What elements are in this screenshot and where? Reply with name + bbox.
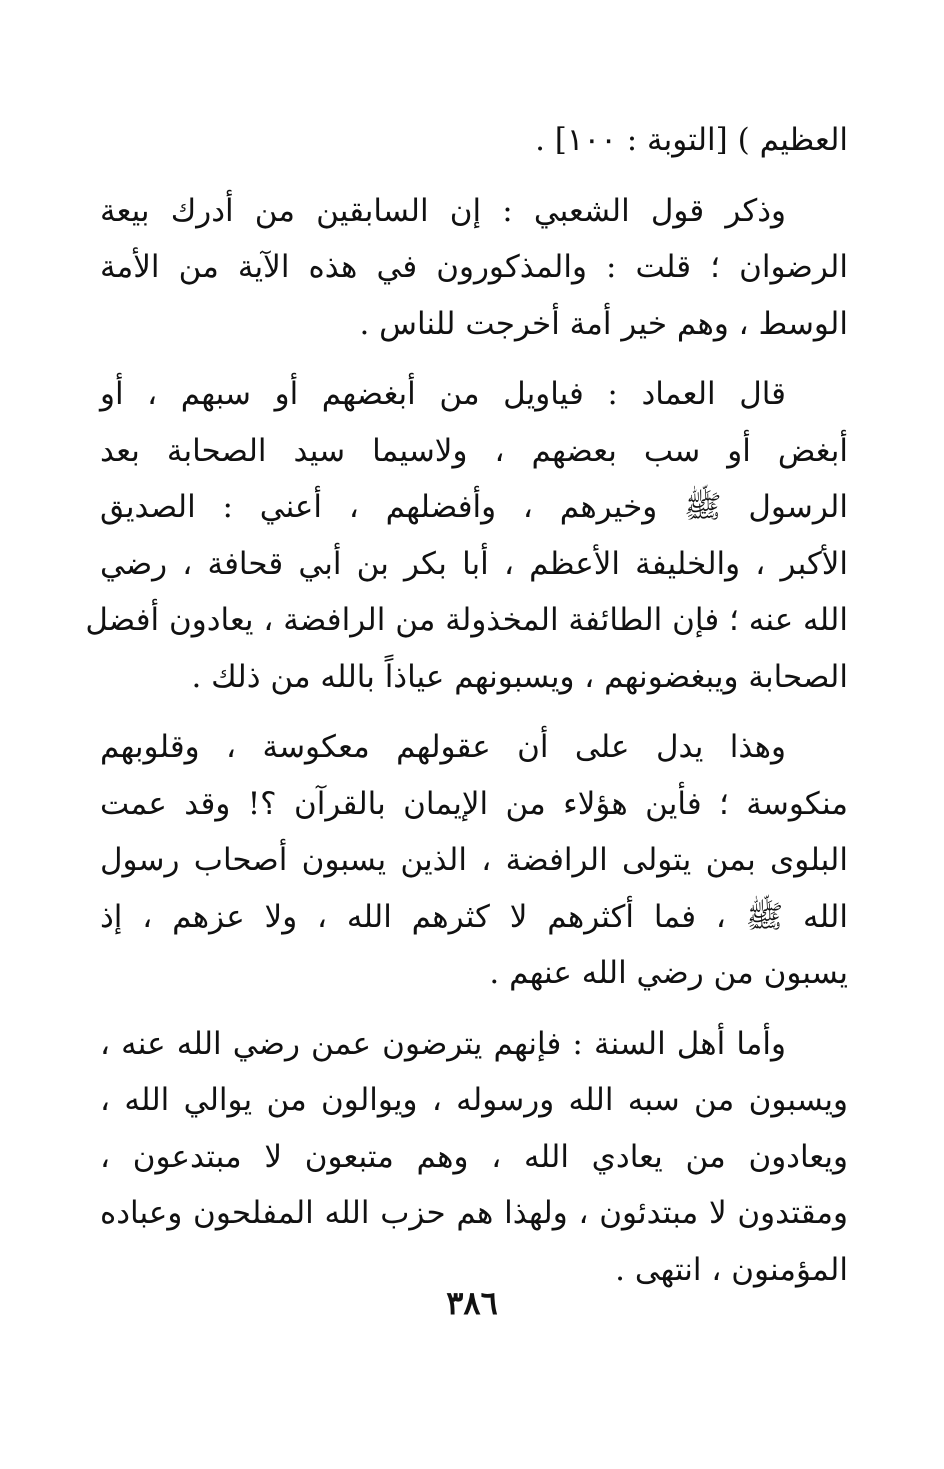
text-line: ويعادون من يعادي الله ، وهم متبعون لا مبتدعون ، — [100, 1138, 848, 1175]
paragraph-imad — [85, 366, 848, 705]
text-line: منكوسة ؛ فأين هؤلاء من الإيمان بالقرآن ؟! وقد عمت — [100, 785, 848, 822]
page-body — [85, 112, 848, 1312]
text-line: يسبون من رضي الله عنهم . — [489, 955, 848, 991]
paragraph-shabi — [100, 183, 848, 353]
text-line: ومقتدون لا مبتدئون ، ولهذا هم حزب الله المفلحون وعباده — [100, 1195, 848, 1231]
text-line: وذكر قول الشعبي : إن السابقين من أدرك بيعة — [100, 192, 786, 229]
text-line: الله ﷺ ، فما أكثرهم لا كثرهم الله ، ولا عزهم ، إذ — [100, 898, 848, 935]
text-line: الرضوان ؛ قلت : والمذكورون في هذه الآية من الأمة — [100, 249, 848, 285]
text-line: المؤمنون ، انتهى . — [615, 1251, 848, 1288]
paragraph-minds — [100, 719, 848, 1002]
page-number: ٣٨٦ — [446, 1284, 498, 1322]
text-line: الصحابة ويبغضونهم ، ويسبونهم عياذاً بالله من ذلك . — [191, 658, 848, 695]
text-line: الرسول ﷺ وخيرهم ، وأفضلهم ، أعني : الصديق — [100, 489, 848, 525]
text-line: العظيم ) [التوبة : ١٠٠] . — [535, 122, 848, 158]
text-line: وهذا يدل على أن عقولهم معكوسة ، وقلوبهم — [100, 729, 786, 765]
paragraph-ahl-sunnah — [100, 1016, 848, 1299]
text-line: أبغض أو سب بعضهم ، ولاسيما سيد الصحابة بعد — [100, 432, 848, 469]
text-line: قال العماد : فياويل من أبغضهم أو سبهم ، أو — [100, 376, 786, 412]
text-line: البلوى بمن يتولى الرافضة ، الذين يسبون أصحاب رسول — [100, 842, 848, 878]
text-line: وأما أهل السنة : فإنهم يترضون عمن رضي الله عنه ، — [100, 1025, 786, 1062]
text-line: ويسبون من سبه الله ورسوله ، ويوالون من يوالي الله ، — [100, 1082, 848, 1118]
text-line: الوسط ، وهم خير أمة أخرجت للناس . — [359, 305, 848, 342]
paragraph-verse-end — [100, 112, 848, 169]
text-line: الأكبر ، والخليفة الأعظم ، أبا بكر بن أبي قحافة ، رضي — [100, 545, 848, 582]
text-line: الله عنه ؛ فإن الطائفة المخذولة من الرافضة ، يعادون أفضل — [85, 602, 848, 638]
